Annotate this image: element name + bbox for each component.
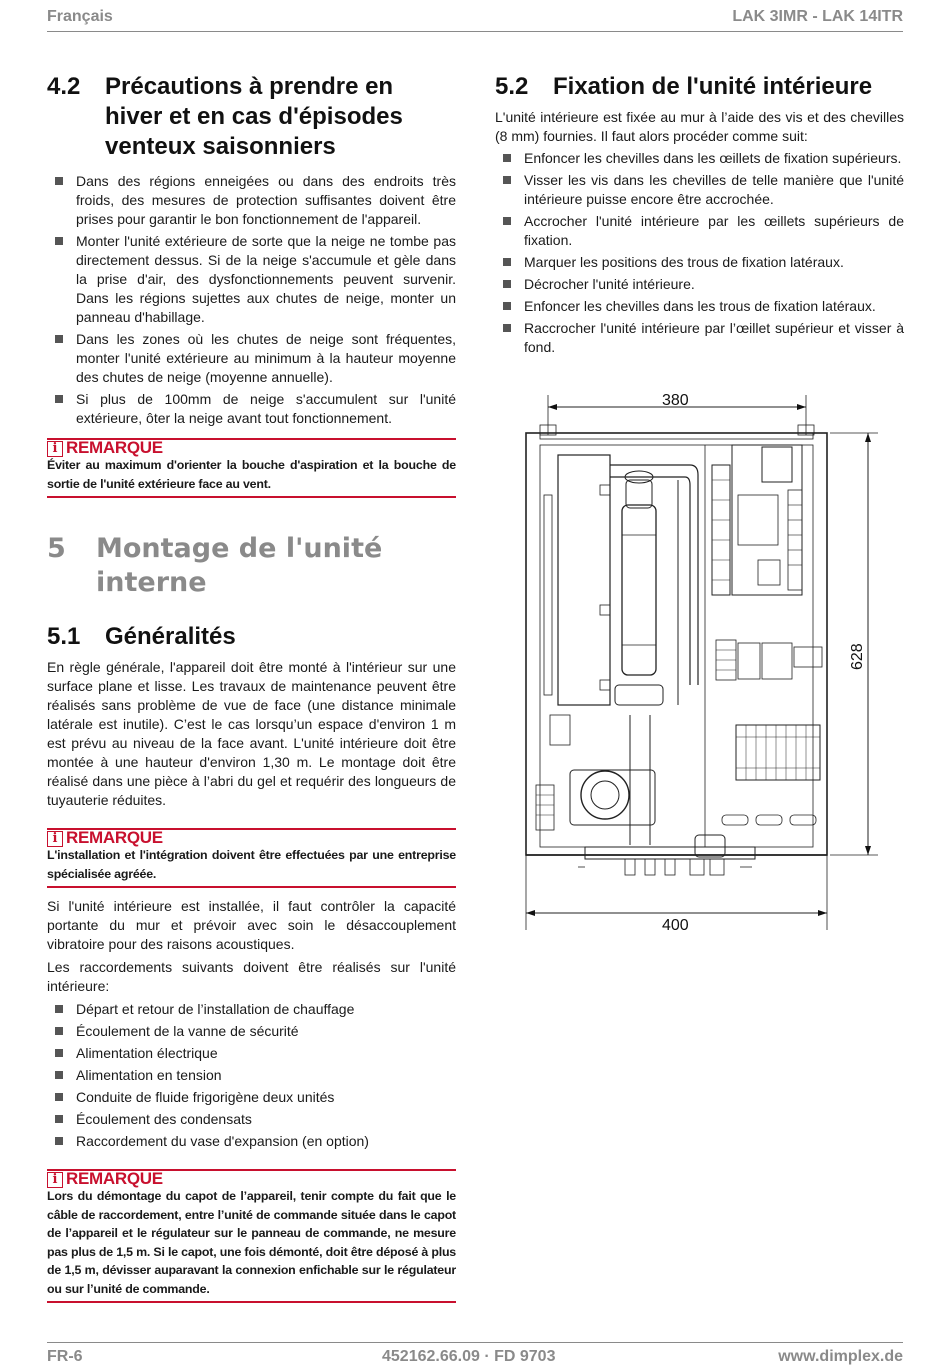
section-4-2-list	[47, 172, 456, 428]
document-code: 452162.66.09 · FD 9703	[382, 1348, 556, 1365]
list-item: Décrocher l'unité intérieure.	[495, 275, 904, 294]
list-item: Si plus de 100mm de neige s'accumulent sur l'unité extérieure, ôter la neige avant tout fonctionnement.	[47, 390, 456, 428]
header-language: Français	[47, 8, 113, 25]
indoor-unit-drawing	[500, 385, 890, 940]
page-footer	[47, 1342, 903, 1368]
note-text: Lors du démontage du capot de l’appareil, tenir compte du fait que le câble de raccordement, entre l’unité de commande située dans le capot de l’appareil et le régulateur sur le panneau de commande, ne mesure pas plus de 1,5 m. Si le capot, une fois démonté, doit être déposé à plus de 1,5 m, dévisser auparavant la connexion enfichable sur le régulateur ou sur l’unité de commande.	[47, 1187, 456, 1303]
note-title: REMARQUE	[66, 828, 163, 847]
section-4-2	[47, 72, 456, 431]
list-item: Raccrocher l'unité intérieure par l’œillet supérieur et visser à fond.	[495, 319, 904, 357]
page-header	[47, 6, 903, 32]
section-5-1-heading: 5.1 Généralités	[47, 623, 236, 650]
list-item: Visser les vis dans les chevilles de telle manière que l'unité intérieure puisse encore être accrochée.	[495, 171, 904, 209]
list-item: Écoulement des condensats	[47, 1110, 456, 1129]
header-model: LAK 3IMR - LAK 14ITR	[732, 8, 903, 25]
dimension-width-bottom: 400	[662, 917, 689, 934]
list-item: Alimentation électrique	[47, 1044, 456, 1063]
list-item: Monter l'unité extérieure de sorte que la neige ne tombe pas directement dessus. Si de la neige s'accumule et gèle dans la prise d'air, des dysfonctionnements peuvent survenir. Dans les régions sujettes aux chutes de neige, monter un panneau d'habillage.	[47, 232, 456, 327]
section-5-title: Montage de l'unité interne	[96, 533, 383, 598]
list-item: Marquer les positions des trous de fixation latéraux.	[495, 253, 904, 272]
list-item: Alimentation en tension	[47, 1066, 456, 1085]
info-icon: i	[47, 441, 63, 457]
paragraph: En règle générale, l'appareil doit être monté à l'intérieur sur une surface plane et lisse. Les travaux de maintenance peuvent être réalisés sans problème de vue de face (une distance minimale latérale est inutile). C’est le cas lorsqu’un espace d'environ 1 m est prévu au niveau de la face avant. L'unité intérieure doit être montée à une hauteur d'environ 1,30 m. Le montage doit être réalisé dans une pièce à l’abri du gel et requérir des longueurs de tuyauterie réduites.	[47, 659, 456, 808]
section-5-2	[495, 72, 904, 360]
note-4-2	[47, 438, 456, 498]
section-5-2-heading: 5.2 Fixation de l'unité intérieure	[495, 73, 873, 100]
note-title: REMARQUE	[66, 1169, 163, 1188]
list-item: Dans les zones où les chutes de neige sont fréquentes, monter l'unité extérieure au minimum à la hauteur moyenne des chutes de neige (moyenne annuelle).	[47, 330, 456, 387]
list-item: Écoulement de la vanne de sécurité	[47, 1022, 456, 1041]
section-4-2-heading: 4.2 Précautions à prendre en hiver et en cas d'épisodes venteux saisonniers	[47, 73, 403, 160]
mounting-steps-list	[495, 149, 904, 357]
list-item: Dans des régions enneigées ou dans des endroits très froids, des mesures de protection suffisantes doivent être prises pour garantir le bon fonctionnement de l'appareil.	[47, 172, 456, 229]
paragraph: L'unité intérieure est fixée au mur à l’aide des vis et des chevilles (8 mm) fournies. Il faut alors procéder comme suit:	[495, 109, 904, 144]
dimension-height: 628	[849, 643, 866, 670]
info-icon: i	[47, 1172, 63, 1188]
list-item: Accrocher l'unité intérieure par les œillets supérieurs de fixation.	[495, 212, 904, 250]
website-link[interactable]: www.dimplex.de	[778, 1348, 903, 1365]
list-item: Conduite de fluide frigorigène deux unités	[47, 1088, 456, 1107]
note-5-1-a	[47, 828, 456, 888]
note-text: Éviter au maximum d'orienter la bouche d'aspiration et la bouche de sortie de l'unité extérieure face au vent.	[47, 456, 456, 498]
paragraph: Les raccordements suivants doivent être réalisés sur l'unité intérieure:	[47, 959, 456, 994]
page-number: FR-6	[47, 1348, 83, 1365]
paragraph: Si l'unité intérieure est installée, il faut contrôler la capacité portante du mur et prévoir avec soin le désaccouplement vibratoire pour des raisons acoustiques.	[47, 898, 456, 952]
connections-list	[47, 1000, 456, 1151]
list-item: Départ et retour de l’installation de chauffage	[47, 1000, 456, 1019]
section-5-heading: 5 Montage de l'unité interne	[47, 532, 456, 600]
info-icon: i	[47, 831, 63, 847]
note-text: L'installation et l'intégration doivent être effectuées par une entreprise spécialisée agréée.	[47, 846, 456, 888]
list-item: Enfoncer les chevilles dans les trous de fixation latéraux.	[495, 297, 904, 316]
list-item: Raccordement du vase d'expansion (en option)	[47, 1132, 456, 1151]
note-title: REMARQUE	[66, 438, 163, 457]
section-5-1	[47, 622, 456, 810]
list-item: Enfoncer les chevilles dans les œillets de fixation supérieurs.	[495, 149, 904, 168]
note-5-1-b	[47, 1169, 456, 1303]
dimension-width-top: 380	[662, 392, 689, 409]
section-5-1-continued	[47, 897, 456, 1154]
